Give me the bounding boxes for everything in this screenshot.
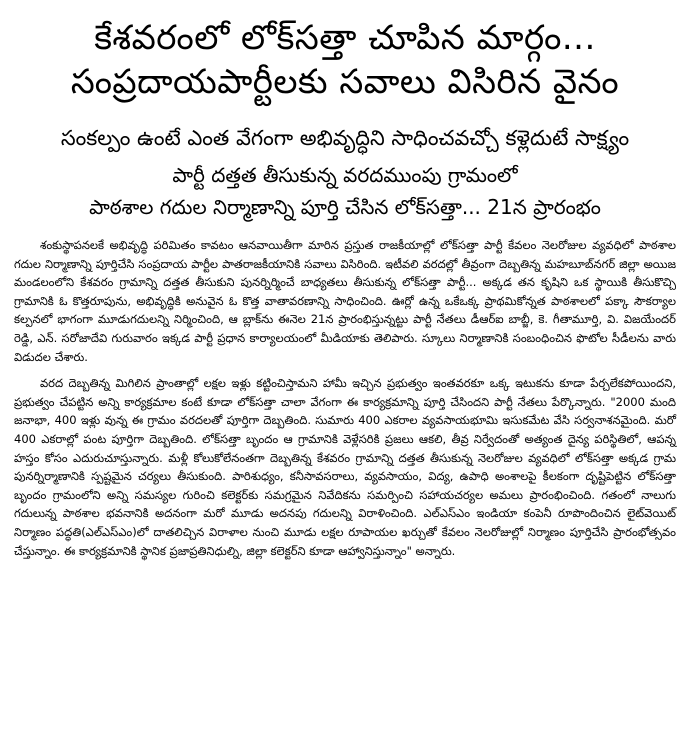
headline-line-2: సంప్రదాయపార్టీలకు సవాలు విసిరిన వైనం — [70, 62, 620, 102]
article-body — [14, 236, 676, 568]
subheadline: సంకల్పం ఉంటే ఎంత వేగంగా అభివృద్ధిని సాధించవచ్చో కళ్లెదుటే సాక్ష్యం — [60, 126, 630, 150]
deck-line-2: పాఠశాల గదుల నిర్మాణాన్ని పూర్తి చేసిన లోక్‌సత్తా... 21న ప్రారంభం — [89, 195, 601, 219]
article-paragraph: శంకుస్థాపనలకే అభివృద్ధి పరిమితం కావటం ఆనవాయితీగా మారిన ప్రస్తుత రాజకీయాల్లో లోక్‌సత్తా పార్టీ కేవలం నెలరోజుల వ్యవధిలో పాఠశాల గదుల నిర్మాణాన్ని పూర్తిచేసి సంప్రదాయ పార్టీల పాతరాజకీయానికి సవాలు విసిరింది. ఇటీవలి వరదల్లో తీవ్రంగా దెబ్బతిన్న మహబూబ్‌నగర్ జిల్లా అయిజ మండలంలోని కేశవరం గ్రామాన్ని దత్తత తీసుకుని పునర్నిర్మించే బాధ్యతలు తీసుకున్న లోక్‌సత్తా పార్టీ... అక్కడ తన కృషిని ఒక స్థాయికి తీసుకొచ్చి గ్రామానికి ఓ కొత్తరూపును, అభివృద్ధికి అనువైన ఓ కొత్త వాతావరణాన్ని సాధించింది. ఊర్లో ఉన్న ఒకేఒక్క ప్రాథమికోన్నత పాఠశాలలో పక్కా సౌకర్యాల కల్పనలో భాగంగా మూడుగదులన్ని నిర్మించింది, ఆ బ్లాక్‌ను ఈనెల 21న ప్రారంభిస్తున్నట్టు పార్టీ నేతలు డీఆర్ఐ బాబ్జీ, కె. గీతామూర్తి, వి. విజయేందర్ రెడ్డి, ఎన్. సరోజాదేవి గురువారం ఇక్కడ పార్టీ ప్రధాన కార్యాలయంలో మీడియాకు తెలిపారు. స్కూలు నిర్మాణానికి సంబంధించిన ఫొటోల సీడీలను వారు విడుదల చేశారు. — [14, 238, 676, 364]
article-paragraph: వరద దెబ్బతిన్న మిగిలిన ప్రాంతాల్లో లక్షల ఇళ్లు కట్టించిస్తామని హామీ ఇచ్చిన ప్రభుత్వం ఇంతవరకూ ఒక్క ఇటుకను కూడా పేర్చలేకపోయిందని, ప్రభుత్వం చేపట్టిన అన్ని కార్యక్రమాల కంటే కూడా లోక్‌సత్తా చాలా వేగంగా ఈ కార్యక్రమాన్ని పూర్తి చేసిందని పార్టీ నేతలు పేర్కొన్నారు. "2000 మంది జనాభా, 400 ఇళ్లు వున్న ఈ గ్రామం వరదలతో పూర్తిగా దెబ్బతింది. సుమారు 400 ఎకరాల వ్యవసాయభూమి ఇసుకమేట వేసి సర్వనాశనమైంది. మరో 400 ఎకరాల్లో పంట పూర్తిగా దెబ్బతింది. లోక్‌సత్తా బృందం ఆ గ్రామానికి వెళ్లేసరికి ప్రజలు ఆకలి, తీవ్ర నిర్వేదంతో అత్యంత దైన్య పరిస్థితిలో, ఆపన్న హస్తం కోసం ఎదురుచూస్తున్నారు. మళ్లీ కోలుకోలేనంతగా దెబ్బతిన్న కేశవరం గ్రామాన్ని దత్తత తీసుకున్న నెలరోజుల వ్యవధిలో లోక్‌సత్తా అక్కడ గ్రామ పునర్నిర్మాణానికి స్పష్టమైన చర్యలు తీసుకుంది. పారిశుధ్యం, కనీసావసరాలు, వ్యవసాయం, విద్య, ఉపాధి అంశాలపై కీలకంగా దృష్టిపెట్టిన లోక్‌సత్తా బృందం గ్రామంలోని అన్ని సమస్యల గురించి కలెక్టర్‌కు సమగ్రమైన నివేదికను సమర్పించి సహాయచర్యల అమలు ప్రారంభించింది. గతంలో నాలుగు గదులున్న పాఠశాల భవనానికి అదనంగా మరో మూడు అదనపు గదులన్ని విరాళించింది. ఎల్ఎస్ఎం ఇండియా కంపెనీ రూపొందించిన లైట్‌వెయిట్ నిర్మాణం పద్ధతి(ఎల్ఎస్ఎం)లో దాతలిచ్చిన విరాళాల నుంచి మూడు లక్షల రూపాయల ఖర్చుతో కేవలం నెలరోజుల్లో నిర్మాణం పూర్తిచేసి ప్రారంభోత్సవం చేస్తున్నాం. ఈ కార్యక్రమానికి స్థానిక ప్రజాప్రతినిధుల్ని, జిల్లా కలెక్టర్‌ని కూడా ఆహ్వానిస్తున్నాం" అన్నారు. — [14, 376, 676, 558]
deck-line-1: పార్టీ దత్తత తీసుకున్న వరదముంపు గ్రామంలో — [172, 163, 518, 187]
headline-line-1: కేశవరంలో లోక్‌సత్తా చూపిన మార్గం... — [94, 18, 596, 58]
